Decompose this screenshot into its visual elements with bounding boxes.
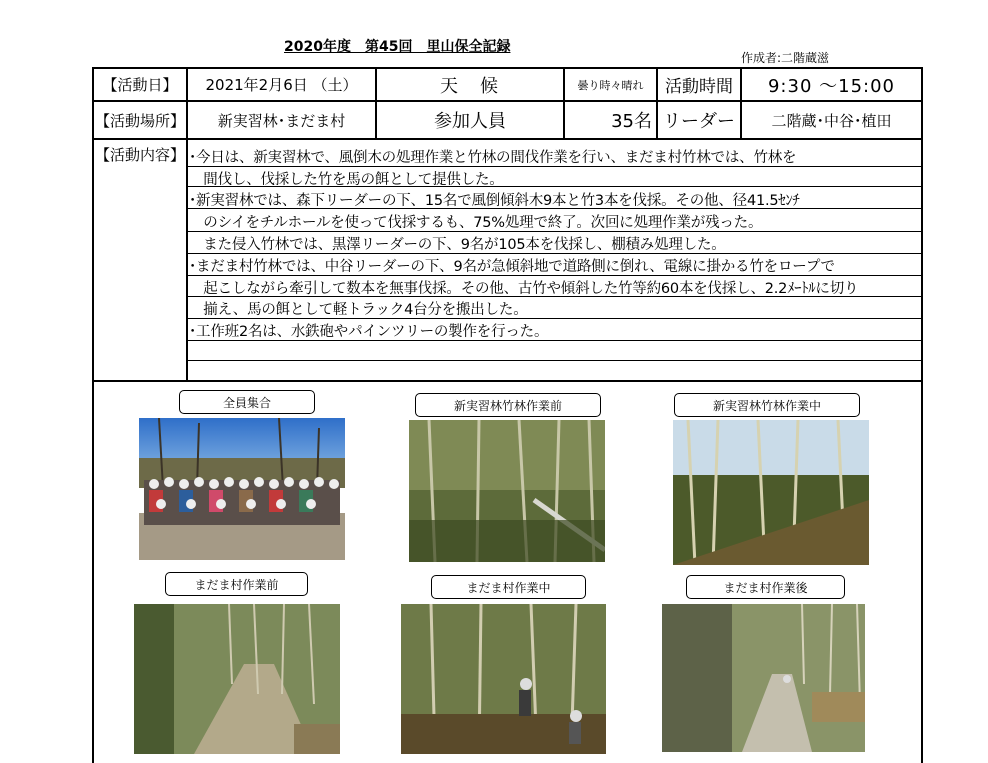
content-label: 【活動内容】 [94, 145, 185, 164]
content-line: ･新実習林では、森下リーダーの下、15名で風倒傾斜木9本と竹3本を伐採。その他、径41.5ｾﾝﾁ [189, 193, 800, 209]
madama-during-photo [401, 604, 606, 754]
weather-label: 天 候 [440, 75, 500, 97]
madama-after-photo [662, 604, 865, 752]
group-photo [139, 418, 345, 560]
time-value: 9:30 ～15:00 [767, 75, 895, 97]
leader-label: リーダー [663, 111, 735, 132]
members-label: 参加人員 [434, 111, 506, 132]
content-line: ･まだま村竹林では、中谷リーダーの下、9名が急傾斜地で道路側に倒れ、電線に掛かる竹をロープで [189, 259, 835, 275]
document-title: 2020年度 第45回 里山保全記録 [284, 39, 511, 55]
content-line: 起こしながら牽引して数本を無事伐採。その他、古竹や傾斜した竹等約60本を伐採し、2.2ﾒｰﾄﾙに切り [189, 281, 859, 297]
content-line: のシイをチルホールを使って伐採するも、75%処理で終了。次回に処理作業が残った。 [189, 215, 763, 231]
photo-caption: 新実習林竹林作業中 [674, 393, 860, 417]
place-label: 【活動場所】 [94, 111, 185, 130]
table-row-divider [92, 138, 923, 140]
date-value: 2021年2月6日 （土） [205, 76, 358, 94]
photo-caption: まだま村作業中 [431, 575, 586, 599]
madama-before-photo [134, 604, 340, 754]
content-line: 間伐し、伐採した竹を馬の餌として提供した。 [189, 172, 504, 188]
content-line: ･今日は、新実習林で、風倒木の処理作業と竹林の間伐作業を行い、まだま村竹林では、竹林を [189, 150, 797, 166]
author-label: 作成者:二階蔵滋 [741, 51, 830, 65]
photo-caption: まだま村作業後 [686, 575, 845, 599]
leader-value: 二階蔵･中谷･植田 [771, 111, 892, 130]
content-line: 揃え、馬の餌として軽トラック4台分を搬出した。 [189, 302, 528, 318]
content-rule [186, 360, 921, 361]
photo-caption: 新実習林竹林作業前 [415, 393, 601, 417]
photo-caption: 全員集合 [179, 390, 315, 414]
content-line: また侵入竹林では、黒澤リーダーの下、9名が105本を伐採し、棚積み処理した。 [189, 237, 726, 253]
table-section-divider [92, 380, 923, 382]
table-border-right [921, 67, 923, 763]
members-value: 35名 [611, 111, 652, 132]
table-border-left [92, 67, 94, 763]
bamboo-during-photo [673, 420, 869, 565]
date-label: 【活動日】 [102, 76, 178, 94]
time-label: 活動時間 [665, 77, 733, 97]
weather-value: 曇り時々晴れ [577, 78, 644, 92]
place-value: 新実習林･まだま村 [217, 111, 346, 130]
photo-caption: まだま村作業前 [165, 572, 308, 596]
content-line: ･工作班2名は、水鉄砲やパインツリーの製作を行った。 [189, 324, 549, 340]
bamboo-before-photo [409, 420, 605, 562]
